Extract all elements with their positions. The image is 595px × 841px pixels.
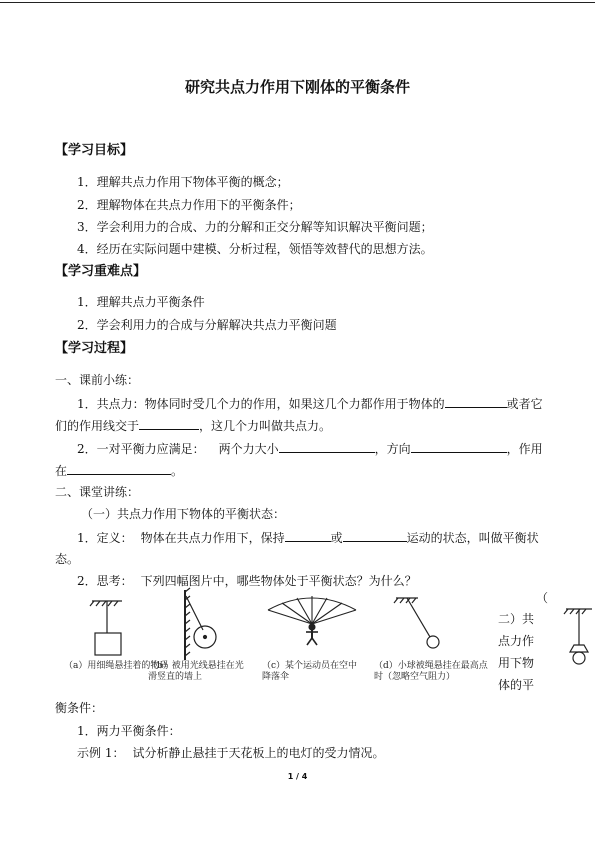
q2-text-a: 2．一对平衡力应满足： [77, 442, 205, 456]
q1-text-b: 或者它 [506, 397, 543, 411]
figure-c-caption: （c）某个运动员在空中降落伞 [262, 661, 358, 682]
goal-item: 3．学会利用力的合成、力的分解和正交分解等知识解决平衡问题； [77, 220, 433, 234]
example-1-text: 试分析静止悬挂于天花板上的电灯的受力情况。 [132, 746, 385, 760]
q2-text-d: ，作用 [506, 442, 543, 456]
figure-c-parachutist [268, 596, 356, 645]
def-text-d: 运动的状态，叫做平衡状 [406, 531, 539, 545]
figure-d-pendulum [394, 598, 439, 648]
def-label: 1．定义： [77, 531, 133, 545]
q2-text-f: 。 [171, 464, 184, 478]
definition-line-2: 态。 [55, 552, 80, 566]
figure-b-ball-on-wall [185, 588, 216, 660]
def-text-c: 或 [330, 531, 343, 545]
figure-a-hanging-weight [90, 601, 122, 655]
page-title: 研究共点力作用下刚体的平衡条件 [184, 78, 410, 96]
figure-hanging-lamp [564, 609, 592, 664]
side-text-line: 点力作 [498, 634, 535, 648]
q1-text-c: 们的作用线交于 [55, 419, 140, 433]
example-1-label: 示例 1： [77, 746, 125, 760]
section-heading-key: 【学习重难点】 [55, 264, 147, 279]
key-point-item: 1．理解共点力平衡条件 [77, 295, 205, 309]
figure-d-caption: （d）小球被绳悬挂在最高点时（忽略空气阻力） [374, 661, 488, 682]
part2-subheading: （一）共点力作用下物体的平衡状态： [81, 507, 286, 521]
figure-b-caption: （b）被用光线悬挂在光滑竖直的墙上 [148, 661, 244, 682]
q2-text-c: ，方向 [374, 442, 411, 456]
side-text-line: 体的平 [498, 678, 535, 692]
figure-a-caption: （a）用细绳悬挂着的物码 [64, 661, 169, 671]
side-text-line: 用下物 [498, 656, 535, 670]
think-label: 2．思考： [77, 574, 133, 588]
goal-item: 1．理解共点力作用下物体平衡的概念； [77, 175, 289, 189]
example-1-line [77, 746, 384, 760]
key-point-item: 2．学会利用力的合成与分解解决共点力平衡问题 [77, 318, 337, 332]
goal-item: 4．经历在实际问题中建模、分析过程，领悟等效替代的思想方法。 [77, 242, 433, 256]
part2-heading: 二、课堂讲练： [55, 485, 140, 499]
section-heading-goals: 【学习目标】 [55, 143, 134, 158]
q1-text-a: 1．共点力：物体同时受几个力的作用，如果这几个力都作用于物体的 [77, 397, 445, 411]
q2-text-b: 两个力大小 [218, 442, 279, 456]
side-text-line: （ [536, 591, 549, 605]
two-force-heading: 1．两力平衡条件： [77, 724, 181, 738]
side-text-line: 二）共 [498, 612, 535, 626]
q2-text-e: 在 [55, 464, 68, 478]
q1-text-d: ，这几个力叫做共点力。 [199, 419, 332, 433]
goal-item: 2．理解物体在共点力作用下的平衡条件； [77, 198, 301, 212]
think-text: 下列四幅图片中，哪些物体处于平衡状态？为什么？ [140, 574, 417, 588]
part1-heading: 一、课前小练： [55, 373, 140, 387]
def-text-b: 物体在共点力作用下，保持 [140, 531, 285, 545]
section-heading-process: 【学习过程】 [55, 341, 134, 356]
page-number: 1 / 4 [287, 772, 308, 781]
part3-continuation: 衡条件： [55, 701, 104, 715]
